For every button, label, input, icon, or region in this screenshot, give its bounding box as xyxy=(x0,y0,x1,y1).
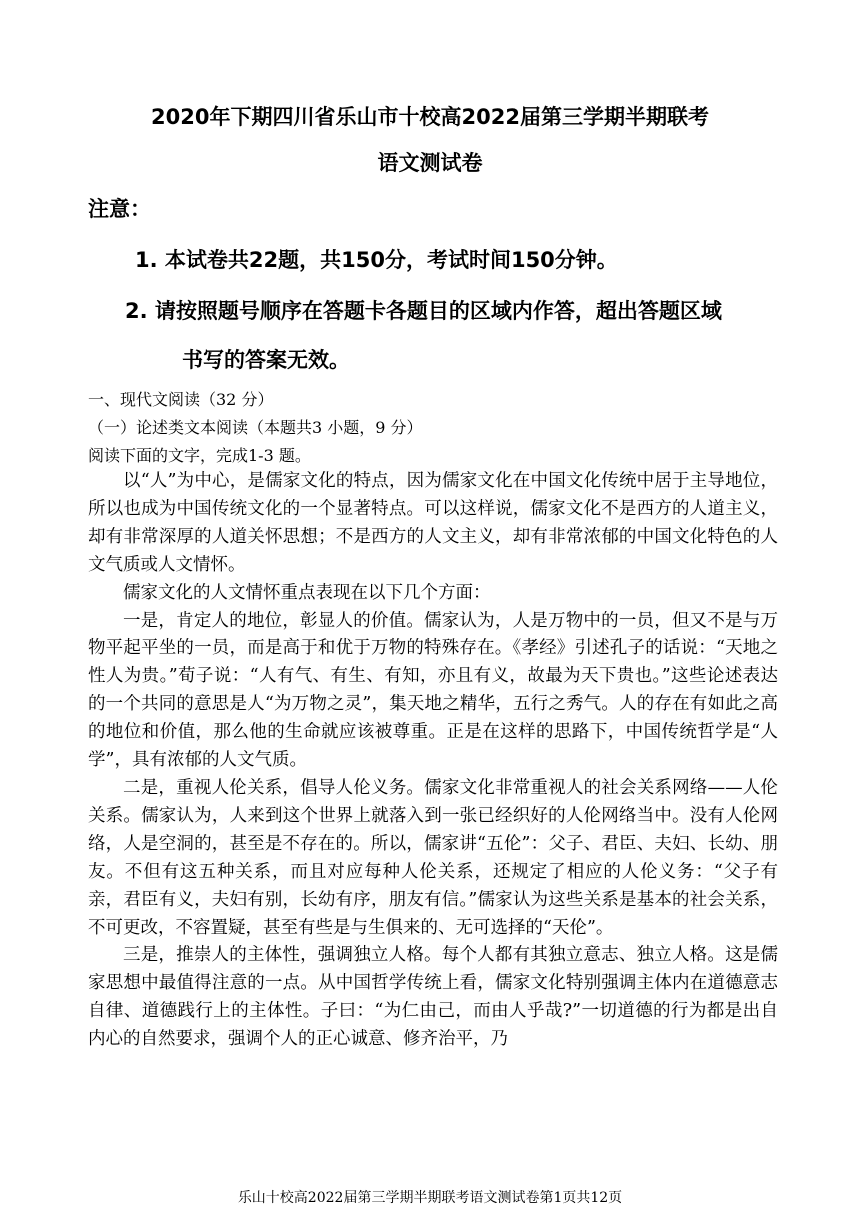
exam-title: 2020年下期四川省乐山市十校高2022届第三学期半期联考 xyxy=(151,105,709,129)
subsection-heading: （一）论述类文本阅读（本题共3 小题，9 分） xyxy=(88,418,423,437)
notice-item-2-continued: 书写的答案无效。 xyxy=(182,348,350,372)
notice-label: 注意： xyxy=(88,197,151,221)
passage-paragraph-3: 一是，肯定人的地位，彰显人的价值。儒家认为，人是万物中的一员，但又不是与万物平起平坐的一员，而是高于和优于万物的特殊存在。《孝经》引述孔子的话说：“天地之性人为贵。”荀子说：“人有气、有生、有知，亦且有义，故最为天下贵也。”这些论述表达的一个共同的意思是人“为万物之灵”，集天地之精华，五行之秀气。人的存在有如此之高的地位和价值，那么他的生命就应该被尊重。正是在这样的思路下，中国传统哲学是“人学”，具有浓郁的人文气质。 xyxy=(88,610,778,771)
notice-item-2: 2. 请按照题号顺序在答题卡各题目的区域内作答，超出答题区域 xyxy=(125,299,722,323)
passage-paragraph-5: 三是，推崇人的主体性，强调独立人格。每个人都有其独立意志、独立人格。这是儒家思想中最值得注意的一点。从中国哲学传统上看，儒家文化特别强调主体内在道德意志自律、道德践行上的主体性。子曰：“为仁由己，而由人乎哉?”一切道德的行为都是出自内心的自然要求，强调个人的正心诚意、修齐治平，乃 xyxy=(88,945,778,1050)
page-footer: 乐山十校高2022届第三学期半期联考语文测试卷第1页共12页 xyxy=(237,1190,623,1206)
passage-paragraph-2: 儒家文化的人文情怀重点表现在以下几个方面： xyxy=(123,582,491,603)
passage-paragraph-1: 以“人”为中心，是儒家文化的特点，因为儒家文化在中国文化传统中居于主导地位，所以也成为中国传统文化的一个显著特点。可以这样说，儒家文化不是西方的人道主义，却有非常深厚的人道关怀思想；不是西方的人文主义，却有非常浓郁的中国文化特色的人文气质或人文情怀。 xyxy=(88,471,778,575)
passage-paragraph-4: 二是，重视人伦关系，倡导人伦义务。儒家文化非常重视人的社会关系网络——人伦关系。儒家认为，人来到这个世界上就落入到一张已经织好的人伦网络当中。没有人伦网络，人是空洞的，甚至是不存在的。所以，儒家讲“五伦”：父子、君臣、夫妇、长幼、朋友。不但有这五种关系，而且对应每种人伦关系，还规定了相应的人伦义务：“父子有亲，君臣有义，夫妇有别，长幼有序，朋友有信。”儒家认为这些关系是基本的社会关系，不可更改，不容置疑，甚至有些是与生俱来的、无可选择的“天伦”。 xyxy=(88,777,778,938)
reading-instruction: 阅读下面的文字，完成1-3 题。 xyxy=(88,446,311,465)
reading-passage xyxy=(88,468,778,1054)
notice-item-1: 1. 本试卷共22题，共150分，考试时间150分钟。 xyxy=(135,248,618,272)
section-heading: 一、现代文阅读（32 分） xyxy=(88,390,274,409)
exam-subtitle: 语文测试卷 xyxy=(377,151,483,175)
